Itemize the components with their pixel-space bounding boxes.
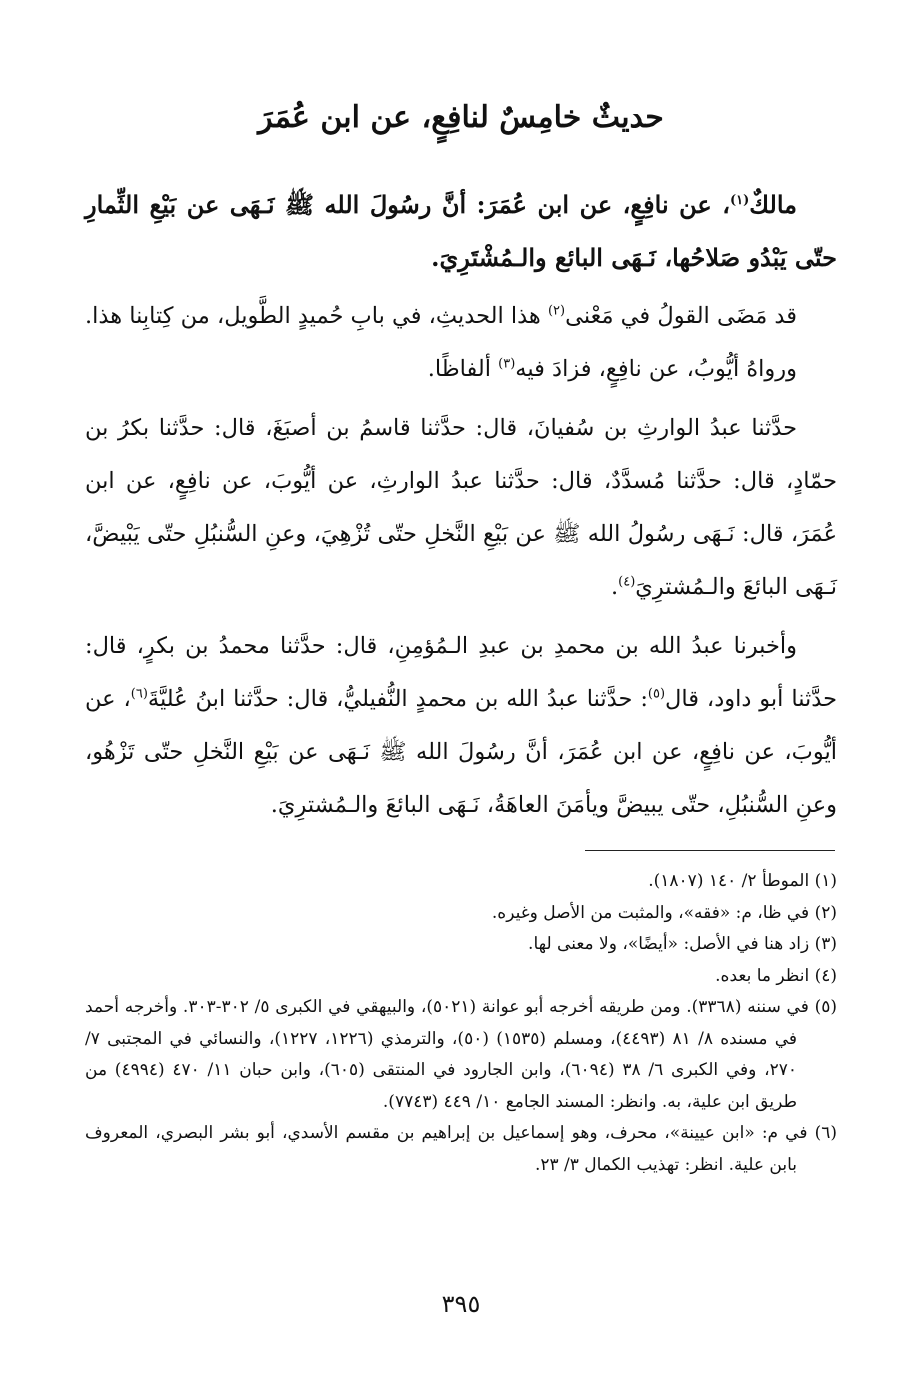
page-number: ٣٩٥ [441,1290,481,1318]
footnotes [85,866,837,1181]
footnote-ref-4[interactable]: (٤) [618,574,636,590]
text-span: حدَّثنا عبدُ الوارثِ بن سُفيانَ، قال: حدَّثنا قاسمُ بن أصبَغَ، قال: حدَّثنا بكرُ بن حمّادٍ، قال: حدَّثنا مُسدَّدٌ، قال: حدَّثنا عبدُ الوارثِ، عن أيُّوبَ، عن نافِعٍ، عن ابن عُمَرَ، قال: نَـهَى رسُولُ الله ﷺ عن بَيْعِ النَّخلِ حتّى تُزْهِيَ، وعنِ السُّنبُلِ حتّى يَبْيضَّ، نَـهَى البائعَ والـمُشترِيَ [85,415,837,600]
footnote-5: (٥) في سننه (٣٣٦٨). ومن طريقه أخرجه أبو عوانة (٥٠٢١)، والبيهقي في الكبرى ٥/ ٣٠٢-٣٠٣. وأخرجه أحمد في مسنده ٨/ ٨١ (٤٤٩٣)، ومسلم (١٥٣٥) (٥٠)، والترمذي (١٢٢٦، ١٢٢٧)، والنسائي في المجتبى ٧/ ٢٧٠، وفي الكبرى ٦/ ٣٨ (٦٠٩٤)، وابن الجارود في المنتقى (٦٠٥)، وابن حبان ١١/ ٤٧٠ (٤٩٩٤) من طريق ابن علية، به. وانظر: المسند الجامع ١٠/ ٤٤٩ (٧٧٤٣). [85,997,838,1112]
footnote-ref-5[interactable]: (٥) [647,686,666,702]
footnote-1: (١) الموطأ ٢/ ١٤٠ (١٨٠٧). [648,871,837,891]
footnote-divider [585,850,835,851]
isnad-paragraph-2 [85,620,837,832]
footnote-4: (٤) انظر ما بعده. [715,965,837,986]
footnote-6: (٦) في م: «ابن عيينة»، محرف، وهو إسماعيل بن إبراهيم بن مقسم الأسدي، أبو بشر البصري، المعروف بابن علية. انظر: تهذيب الكمال ٣/ ٢٣. [85,1123,837,1175]
footnote-ref-6[interactable]: (٦) [130,686,148,702]
commentary-paragraph-1 [85,290,837,343]
footnote-ref-2[interactable]: (٢) [547,303,566,319]
hadith-narrator: مالكٌ [749,190,797,219]
text-span: قد مَضَى القولُ في مَعْنى [565,303,797,329]
text-span: : حدَّثنا عبدُ الله بن محمدٍ النُّفيليُّ، قال: حدَّثنا ابنُ عُليَّةَ [147,686,648,712]
isnad-paragraph-1 [85,402,837,614]
commentary-paragraph-2 [85,343,837,396]
text-span: . [610,574,619,600]
footnote-2: (٢) في ظا، م: «فقه»، والمثبت من الأصل وغيره. [491,902,837,923]
footnote-ref-1[interactable]: (١) [729,193,750,208]
text-span: وأخبرنا عبدُ الله بن محمدِ بن عبدِ الـمُؤمِنِ، قال: حدَّثنا محمدُ بن بكرٍ، قال: حدَّثنا أبو داود، قال [85,633,837,712]
text-span: هذا الحديثِ، في بابِ حُميدٍ الطَّويل، من كِتابِنا هذا. [84,303,548,329]
main-text [85,178,837,838]
footnote-3: (٣) زاد هنا في الأصل: «أيضًا»، ولا معنى لها. [528,934,837,954]
hadith-text [85,178,837,284]
text-span: ، عن أيُّوبَ، عن نافِعٍ، عن ابن عُمَرَ، أنَّ رسُولَ الله ﷺ نَـهَى عن بَيْعِ النَّخلِ حتّى تَزْهُو، وعنِ السُّنبُلِ، حتّى يبيضَّ ويأمَنَ العاهَةُ، نَـهَى البائعَ والـمُشترِيَ. [85,686,837,818]
text-span: ورواهُ أيُّوبُ، عن نافِعٍ، فزادَ فيه [515,356,797,382]
hadith-body: ، عن نافِعٍ، عن ابن عُمَرَ: أنَّ رسُولَ الله ﷺ نَـهَى عن بَيْعِ الثِّمارِ حتّى يَبْدُو صَلاحُها، نَـهَى البائع والـمُشْتَرِيَ. [85,190,837,272]
text-span: ألفاظًا. [427,356,499,382]
footnote-ref-3[interactable]: (٣) [498,356,516,372]
section-heading: حديثٌ خامِسٌ لنافِعٍ، عن ابن عُمَرَ [258,100,664,135]
